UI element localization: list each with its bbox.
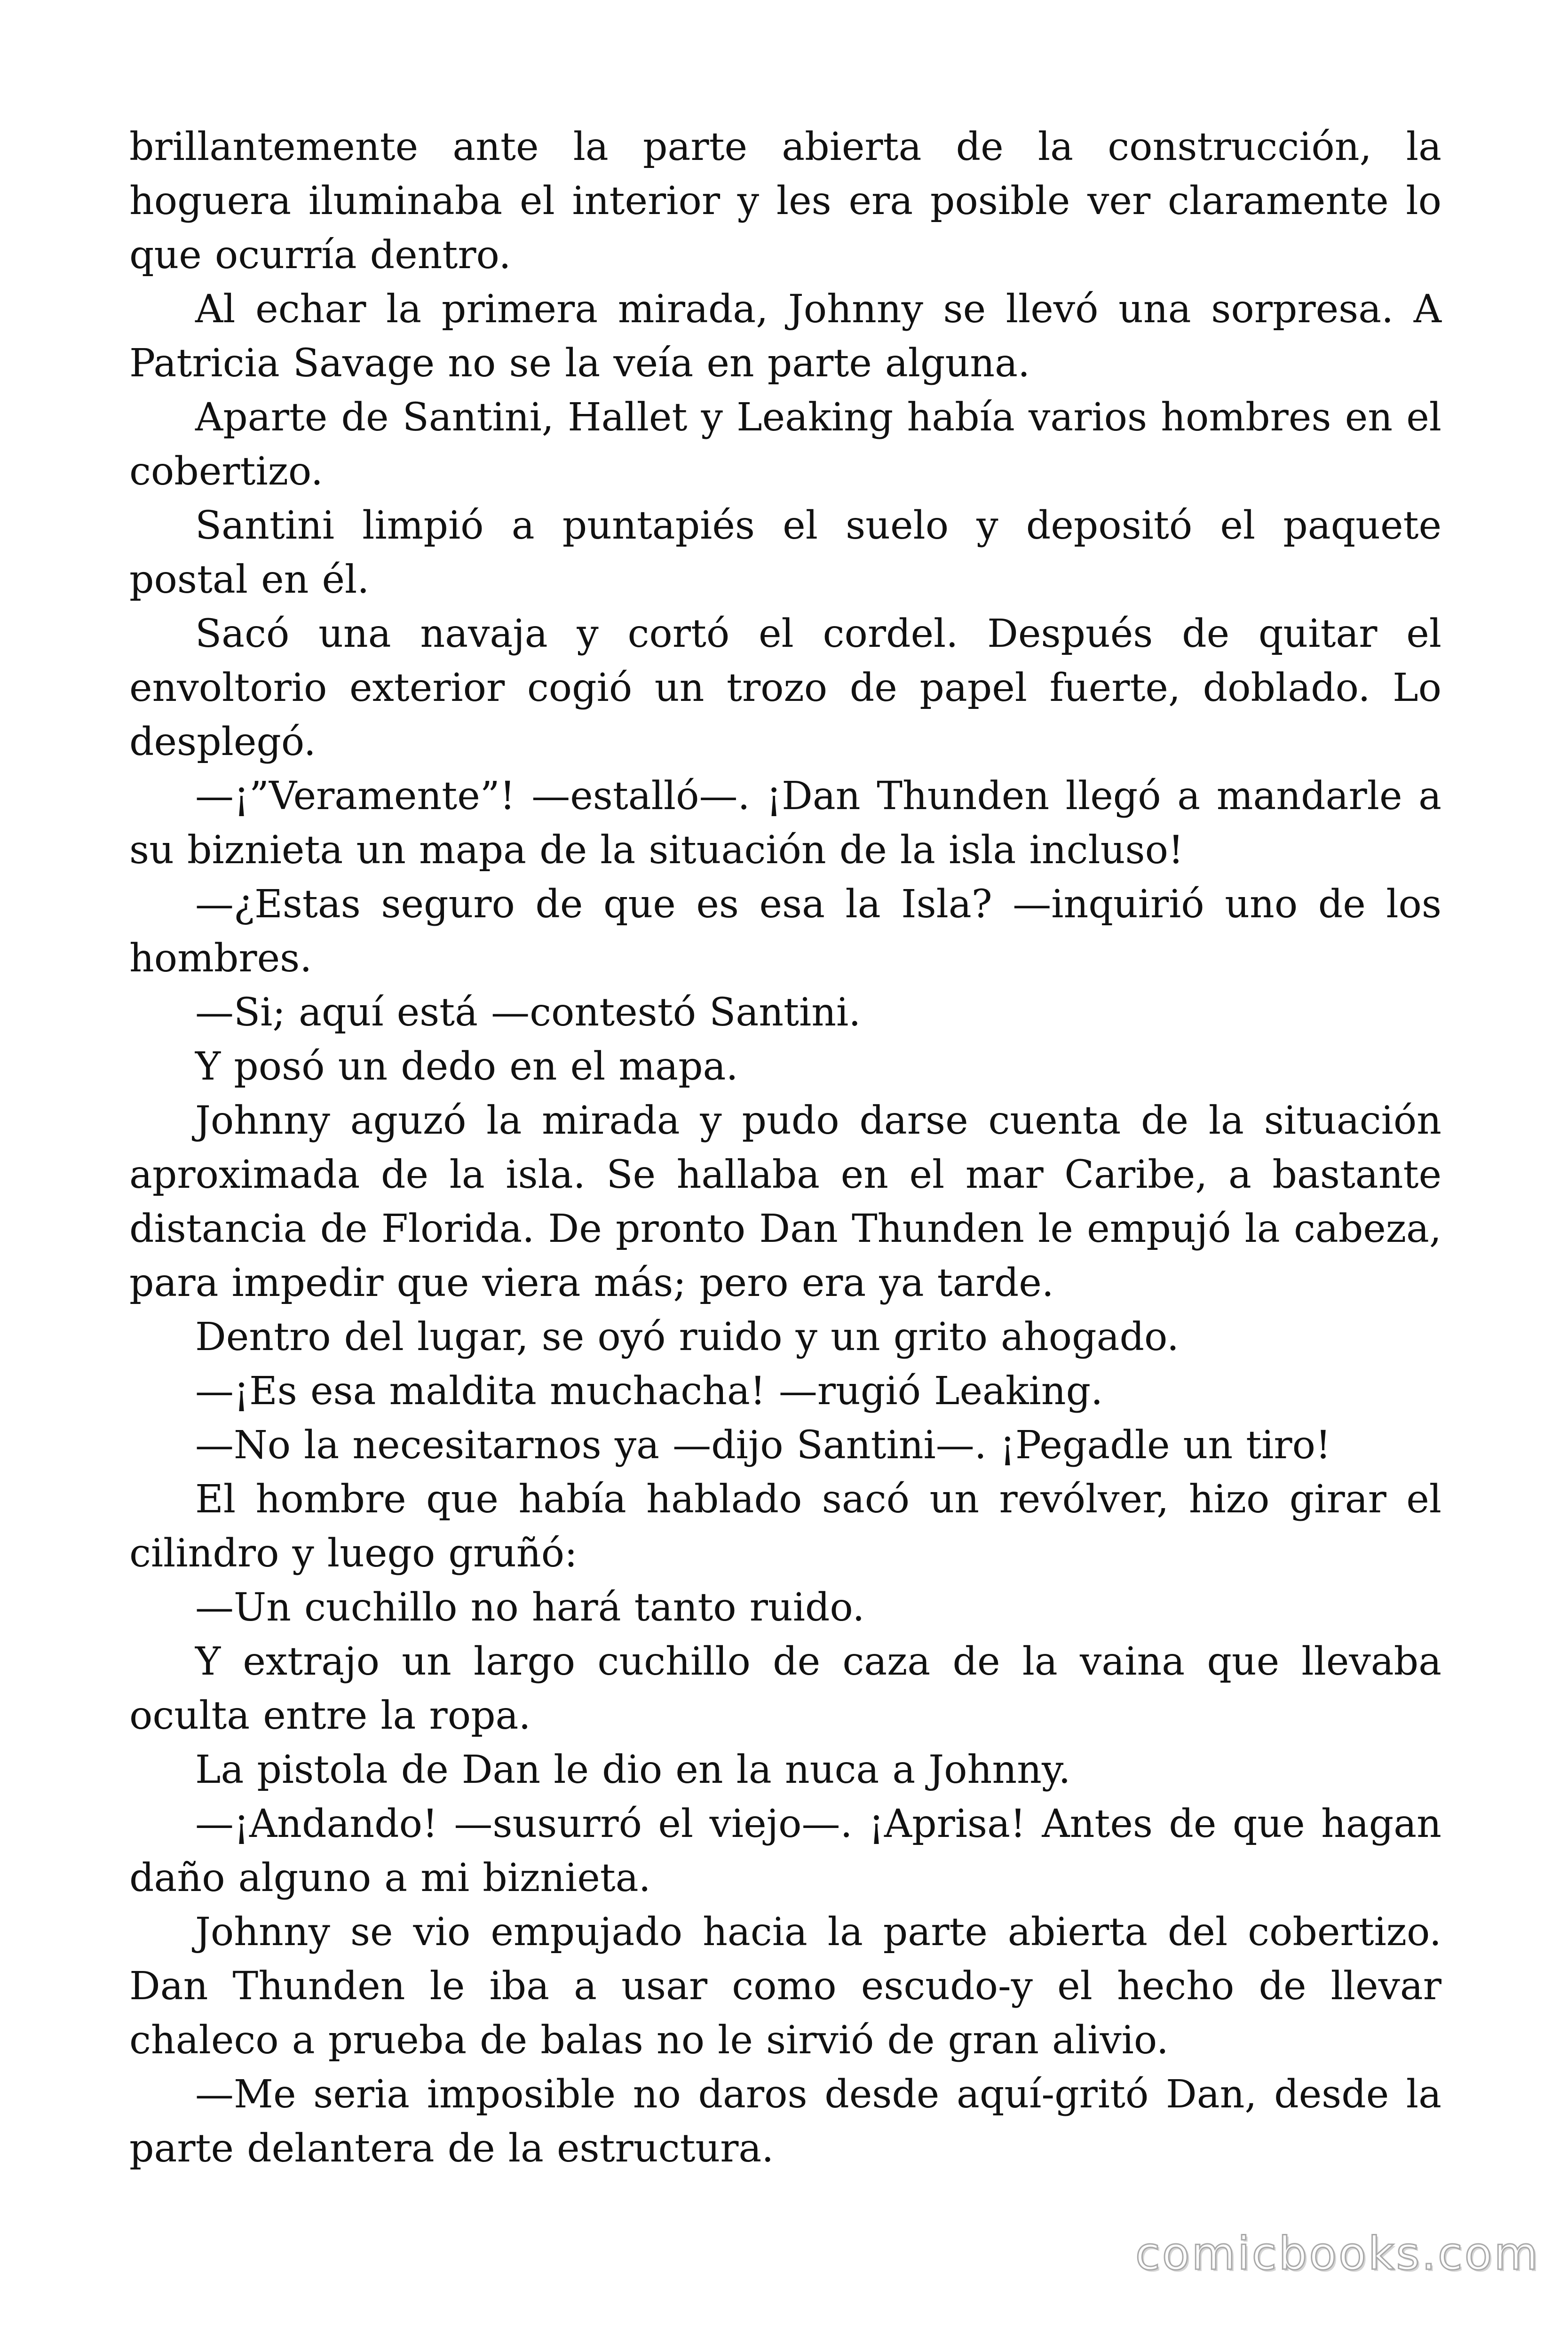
paragraph: Johnny aguzó la mirada y pudo darse cuenta de la situación aproximada de la isla. Se hallaba en el mar Caribe, a bastante distancia de Florida. De pronto Dan Thunden le empujó la cabeza, para impedir que viera más; pero era ya tarde. [129, 1098, 1441, 1305]
paragraph: Y extrajo un largo cuchillo de caza de la vaina que llevaba oculta entre la ropa. [129, 1639, 1441, 1738]
paragraph: Johnny se vio empujado hacia la parte abierta del cobertizo. Dan Thunden le iba a usar como escudo-y el hecho de llevar chaleco a prueba de balas no le sirvió de gran alivio. [129, 1910, 1441, 2063]
watermark: comicbooks.com [1135, 2227, 1540, 2280]
paragraph: brillantemente ante la parte abierta de la construcción, la hoguera iluminaba el interior y les era posible ver claramente lo que ocurría dentro. [129, 125, 1441, 278]
paragraph: —No la necesitarnos ya —dijo Santini—. ¡Pegadle un tiro! [195, 1423, 1331, 1468]
paragraph: Santini limpió a puntapiés el suelo y depositó el paquete postal en él. [129, 503, 1441, 602]
paragraph: El hombre que había hablado sacó un revólver, hizo girar el cilindro y luego gruñó: [129, 1477, 1441, 1576]
paragraph: La pistola de Dan le dio en la nuca a Johnny. [195, 1748, 1071, 1792]
paragraph: —¡Andando! —susurró el viejo—. ¡Aprisa! Antes de que hagan daño alguno a mi biznieta. [129, 1802, 1441, 1900]
paragraph: Dentro del lugar, se oyó ruido y un grito ahogado. [195, 1315, 1179, 1359]
paragraph: Y posó un dedo en el mapa. [195, 1044, 738, 1089]
paragraph: —Si; aquí está —contestó Santini. [195, 990, 861, 1035]
book-page-text [129, 120, 1441, 2176]
paragraph: —¡”Veramente”! —estalló—. ¡Dan Thunden llegó a mandarle a su biznieta un mapa de la situación de la isla incluso! [129, 774, 1441, 873]
paragraph: —¡Es esa maldita muchacha! —rugió Leaking. [195, 1369, 1103, 1414]
paragraph: Aparte de Santini, Hallet y Leaking había varios hombres en el cobertizo. [129, 395, 1441, 494]
paragraph: —Un cuchillo no hará tanto ruido. [195, 1585, 865, 1630]
paragraph: Al echar la primera mirada, Johnny se llevó una sorpresa. A Patricia Savage no se la veía en parte alguna. [129, 287, 1441, 386]
paragraph: —Me seria imposible no daros desde aquí-gritó Dan, desde la parte delantera de la estructura. [129, 2072, 1441, 2171]
paragraph: —¿Estas seguro de que es esa la Isla? —inquirió uno de los hombres. [129, 882, 1441, 981]
paragraph: Sacó una navaja y cortó el cordel. Después de quitar el envoltorio exterior cogió un trozo de papel fuerte, doblado. Lo desplegó. [129, 612, 1441, 764]
